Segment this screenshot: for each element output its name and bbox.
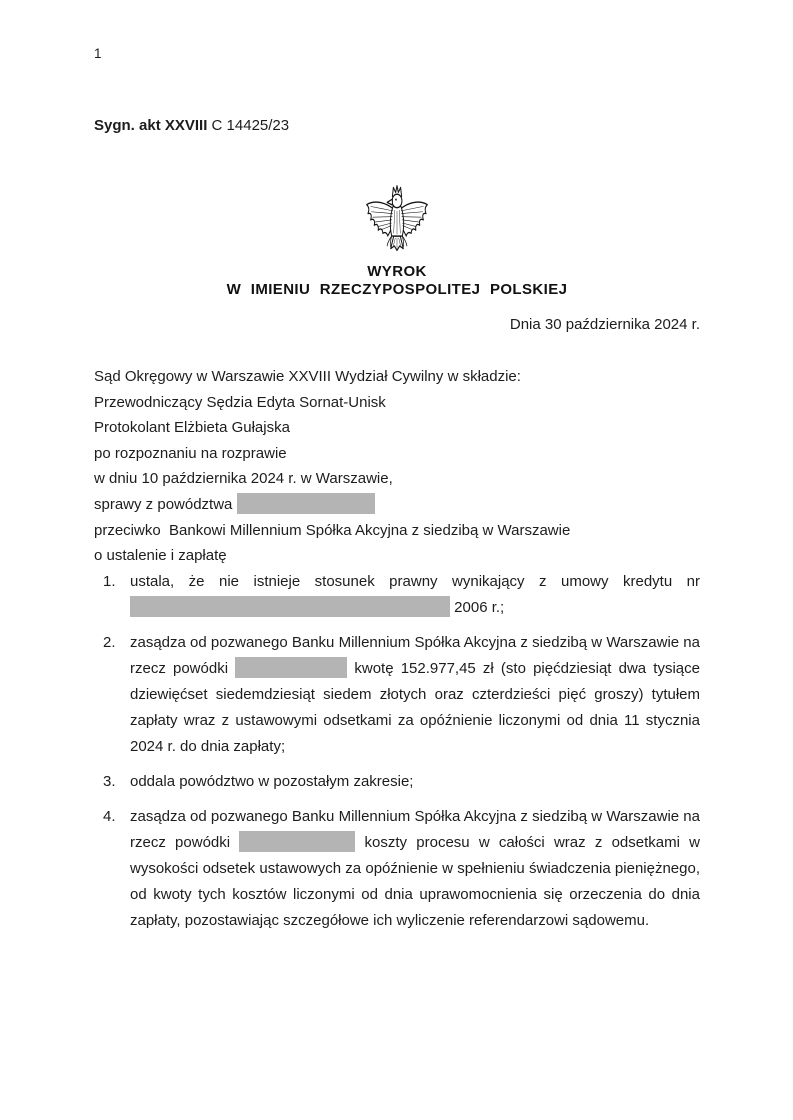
ruling-number: 2. [103,633,116,651]
plaintiff-prefix: sprawy z powództwa [94,495,237,513]
case-intro [94,364,700,569]
court-composition-lines [94,364,700,492]
redaction-box [237,493,375,514]
polish-eagle-emblem [94,183,700,254]
page-number: 1 [94,46,102,61]
case-docket [94,117,700,135]
intro-line: w dniu 10 października 2024 r. w Warszawie, [94,470,393,488]
subject-line: o ustalenie i zapłatę [94,547,227,565]
intro-line: Sąd Okręgowy w Warszawie XXVIII Wydział Cywilny w składzie: [94,368,521,385]
ruling-item [103,569,700,621]
redaction-box [130,596,450,617]
judgment-date: Dnia 30 października 2024 r. [509,316,700,333]
ruling-text: ustala, że nie istnieje stosunek prawny wynikający z umowy kredytu nr [130,572,700,590]
docket-number: C 14425/23 [207,117,290,134]
ruling-text: zasądza od pozwanego Banku Millennium Spółka Akcyjna z siedzibą w Warszawie na rzecz powódki [130,807,700,851]
judgment-title: WYROK [367,263,427,280]
plaintiff-line [94,492,700,518]
ruling-text: zasądza od pozwanego Banku Millennium Spółka Akcyjna z siedzibą w Warszawie na rzecz powódki [130,633,700,677]
judgment-subtitle: W IMIENIU RZECZYPOSPOLITEJ POLSKIEJ [226,281,568,298]
ruling-text: 2006 r.; [450,598,505,616]
rulings-list [94,569,700,934]
ruling-item [103,769,700,795]
ruling-item [103,804,700,934]
intro-line: Protokolant Elżbieta Gułajska [94,419,290,437]
ruling-text: oddala powództwo w pozostałym zakresie; [130,772,414,790]
ruling-item [103,630,700,760]
defendant-line: przeciwko Bankowi Millennium Spółka Akcyjna z siedzibą w Warszawie [94,521,571,539]
intro-line: Przewodniczący Sędzia Edyta Sornat-Unisk [94,393,386,411]
ruling-text: kwotę 152.977,45 zł (sto pięćdziesiąt dwa tysiące dziewięćset siedemdziesiąt siedem złotych oraz czterdzieści pięć groszy) tytułem zapłaty wraz z ustawowymi odsetkami za opóźnienie liczonymi od dnia 11 stycznia 2024 r. do dnia zapłaty; [130,659,700,755]
ruling-number: 1. [103,572,116,590]
redaction-box [235,657,347,678]
ruling-number: 3. [103,772,116,790]
docket-label: Sygn. akt XXVIII [94,117,208,134]
redaction-box [239,831,355,852]
ruling-number: 4. [103,807,116,825]
intro-line: po rozpoznaniu na rozprawie [94,444,287,462]
ruling-text: koszty procesu w całości wraz z odsetkami w wysokości odsetek ustawowych za opóźnienie w spełnieniu świadczenia pieniężnego, od kwoty tych kosztów liczonymi od dnia uprawomocnienia się orzeczenia do dnia zapłaty, pozostawiając szczegółowe ich wyliczenie referendarzowi sądowemu. [130,833,700,929]
